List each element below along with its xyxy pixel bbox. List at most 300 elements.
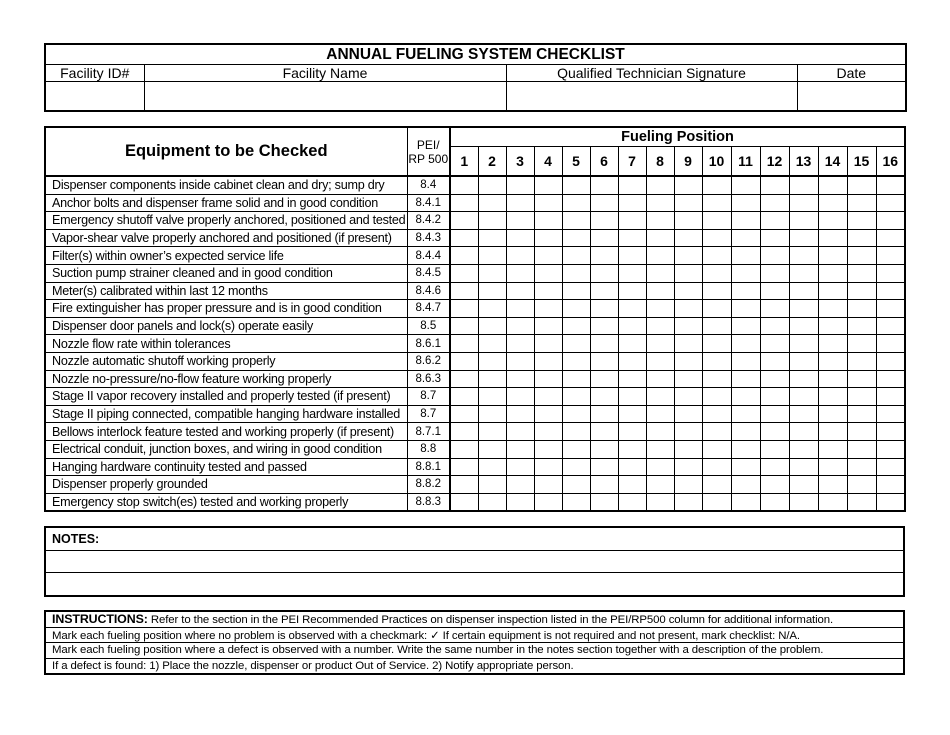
- check-cell-position-16[interactable]: [876, 458, 905, 476]
- check-cell-position-13[interactable]: [789, 229, 818, 247]
- check-cell-position-9[interactable]: [674, 388, 702, 406]
- check-cell-position-13[interactable]: [789, 282, 818, 300]
- check-cell-position-7[interactable]: [618, 176, 646, 194]
- check-cell-position-12[interactable]: [760, 300, 789, 318]
- check-cell-position-8[interactable]: [646, 352, 674, 370]
- check-cell-position-5[interactable]: [562, 458, 590, 476]
- check-cell-position-10[interactable]: [702, 352, 731, 370]
- check-cell-position-6[interactable]: [590, 493, 618, 511]
- check-cell-position-12[interactable]: [760, 352, 789, 370]
- check-cell-position-3[interactable]: [506, 300, 534, 318]
- check-cell-position-11[interactable]: [731, 458, 760, 476]
- check-cell-position-6[interactable]: [590, 388, 618, 406]
- check-cell-position-6[interactable]: [590, 300, 618, 318]
- check-cell-position-11[interactable]: [731, 247, 760, 265]
- check-cell-position-15[interactable]: [847, 282, 876, 300]
- check-cell-position-9[interactable]: [674, 317, 702, 335]
- check-cell-position-5[interactable]: [562, 440, 590, 458]
- check-cell-position-7[interactable]: [618, 370, 646, 388]
- check-cell-position-14[interactable]: [818, 247, 847, 265]
- check-cell-position-2[interactable]: [478, 317, 506, 335]
- check-cell-position-12[interactable]: [760, 247, 789, 265]
- check-cell-position-3[interactable]: [506, 194, 534, 212]
- check-cell-position-14[interactable]: [818, 458, 847, 476]
- check-cell-position-11[interactable]: [731, 282, 760, 300]
- check-cell-position-3[interactable]: [506, 405, 534, 423]
- check-cell-position-16[interactable]: [876, 476, 905, 494]
- check-cell-position-4[interactable]: [534, 212, 562, 230]
- check-cell-position-7[interactable]: [618, 493, 646, 511]
- check-cell-position-10[interactable]: [702, 440, 731, 458]
- check-cell-position-15[interactable]: [847, 370, 876, 388]
- check-cell-position-13[interactable]: [789, 212, 818, 230]
- check-cell-position-9[interactable]: [674, 264, 702, 282]
- check-cell-position-6[interactable]: [590, 247, 618, 265]
- check-cell-position-11[interactable]: [731, 176, 760, 194]
- check-cell-position-9[interactable]: [674, 458, 702, 476]
- check-cell-position-10[interactable]: [702, 370, 731, 388]
- check-cell-position-12[interactable]: [760, 176, 789, 194]
- check-cell-position-1[interactable]: [450, 388, 478, 406]
- check-cell-position-12[interactable]: [760, 458, 789, 476]
- check-cell-position-13[interactable]: [789, 458, 818, 476]
- check-cell-position-9[interactable]: [674, 194, 702, 212]
- check-cell-position-9[interactable]: [674, 370, 702, 388]
- check-cell-position-3[interactable]: [506, 247, 534, 265]
- check-cell-position-16[interactable]: [876, 176, 905, 194]
- check-cell-position-15[interactable]: [847, 423, 876, 441]
- check-cell-position-1[interactable]: [450, 370, 478, 388]
- check-cell-position-4[interactable]: [534, 300, 562, 318]
- check-cell-position-2[interactable]: [478, 194, 506, 212]
- check-cell-position-8[interactable]: [646, 300, 674, 318]
- facility-name-field[interactable]: [144, 82, 506, 112]
- check-cell-position-2[interactable]: [478, 176, 506, 194]
- check-cell-position-1[interactable]: [450, 405, 478, 423]
- check-cell-position-14[interactable]: [818, 317, 847, 335]
- check-cell-position-12[interactable]: [760, 405, 789, 423]
- check-cell-position-9[interactable]: [674, 247, 702, 265]
- check-cell-position-12[interactable]: [760, 440, 789, 458]
- check-cell-position-8[interactable]: [646, 423, 674, 441]
- check-cell-position-7[interactable]: [618, 458, 646, 476]
- check-cell-position-10[interactable]: [702, 176, 731, 194]
- check-cell-position-6[interactable]: [590, 229, 618, 247]
- check-cell-position-10[interactable]: [702, 300, 731, 318]
- check-cell-position-4[interactable]: [534, 335, 562, 353]
- check-cell-position-11[interactable]: [731, 493, 760, 511]
- check-cell-position-10[interactable]: [702, 476, 731, 494]
- check-cell-position-8[interactable]: [646, 194, 674, 212]
- check-cell-position-16[interactable]: [876, 264, 905, 282]
- check-cell-position-15[interactable]: [847, 212, 876, 230]
- check-cell-position-16[interactable]: [876, 229, 905, 247]
- check-cell-position-15[interactable]: [847, 176, 876, 194]
- check-cell-position-3[interactable]: [506, 264, 534, 282]
- date-field[interactable]: [797, 82, 906, 112]
- check-cell-position-15[interactable]: [847, 335, 876, 353]
- facility-id-field[interactable]: [45, 82, 144, 112]
- check-cell-position-15[interactable]: [847, 352, 876, 370]
- check-cell-position-8[interactable]: [646, 212, 674, 230]
- check-cell-position-16[interactable]: [876, 352, 905, 370]
- check-cell-position-11[interactable]: [731, 440, 760, 458]
- check-cell-position-7[interactable]: [618, 423, 646, 441]
- check-cell-position-2[interactable]: [478, 229, 506, 247]
- check-cell-position-1[interactable]: [450, 247, 478, 265]
- check-cell-position-3[interactable]: [506, 229, 534, 247]
- check-cell-position-2[interactable]: [478, 423, 506, 441]
- check-cell-position-9[interactable]: [674, 212, 702, 230]
- check-cell-position-14[interactable]: [818, 176, 847, 194]
- check-cell-position-5[interactable]: [562, 247, 590, 265]
- check-cell-position-1[interactable]: [450, 476, 478, 494]
- check-cell-position-13[interactable]: [789, 476, 818, 494]
- check-cell-position-10[interactable]: [702, 458, 731, 476]
- check-cell-position-13[interactable]: [789, 176, 818, 194]
- check-cell-position-1[interactable]: [450, 282, 478, 300]
- check-cell-position-14[interactable]: [818, 493, 847, 511]
- check-cell-position-14[interactable]: [818, 194, 847, 212]
- check-cell-position-1[interactable]: [450, 493, 478, 511]
- check-cell-position-16[interactable]: [876, 388, 905, 406]
- check-cell-position-3[interactable]: [506, 370, 534, 388]
- check-cell-position-8[interactable]: [646, 440, 674, 458]
- check-cell-position-9[interactable]: [674, 282, 702, 300]
- check-cell-position-7[interactable]: [618, 352, 646, 370]
- check-cell-position-11[interactable]: [731, 212, 760, 230]
- check-cell-position-12[interactable]: [760, 194, 789, 212]
- check-cell-position-2[interactable]: [478, 440, 506, 458]
- check-cell-position-2[interactable]: [478, 476, 506, 494]
- check-cell-position-8[interactable]: [646, 335, 674, 353]
- check-cell-position-11[interactable]: [731, 423, 760, 441]
- check-cell-position-5[interactable]: [562, 476, 590, 494]
- check-cell-position-6[interactable]: [590, 458, 618, 476]
- check-cell-position-4[interactable]: [534, 247, 562, 265]
- check-cell-position-14[interactable]: [818, 440, 847, 458]
- check-cell-position-15[interactable]: [847, 229, 876, 247]
- check-cell-position-7[interactable]: [618, 388, 646, 406]
- check-cell-position-13[interactable]: [789, 317, 818, 335]
- check-cell-position-7[interactable]: [618, 282, 646, 300]
- check-cell-position-5[interactable]: [562, 229, 590, 247]
- check-cell-position-6[interactable]: [590, 264, 618, 282]
- check-cell-position-5[interactable]: [562, 352, 590, 370]
- check-cell-position-6[interactable]: [590, 370, 618, 388]
- check-cell-position-12[interactable]: [760, 212, 789, 230]
- check-cell-position-7[interactable]: [618, 229, 646, 247]
- check-cell-position-12[interactable]: [760, 388, 789, 406]
- check-cell-position-12[interactable]: [760, 493, 789, 511]
- check-cell-position-3[interactable]: [506, 423, 534, 441]
- check-cell-position-1[interactable]: [450, 264, 478, 282]
- check-cell-position-6[interactable]: [590, 423, 618, 441]
- check-cell-position-9[interactable]: [674, 440, 702, 458]
- check-cell-position-1[interactable]: [450, 212, 478, 230]
- check-cell-position-3[interactable]: [506, 458, 534, 476]
- check-cell-position-13[interactable]: [789, 440, 818, 458]
- check-cell-position-1[interactable]: [450, 194, 478, 212]
- check-cell-position-1[interactable]: [450, 352, 478, 370]
- check-cell-position-12[interactable]: [760, 423, 789, 441]
- check-cell-position-4[interactable]: [534, 476, 562, 494]
- check-cell-position-16[interactable]: [876, 370, 905, 388]
- check-cell-position-16[interactable]: [876, 317, 905, 335]
- check-cell-position-12[interactable]: [760, 335, 789, 353]
- check-cell-position-14[interactable]: [818, 388, 847, 406]
- check-cell-position-5[interactable]: [562, 176, 590, 194]
- check-cell-position-14[interactable]: [818, 300, 847, 318]
- check-cell-position-6[interactable]: [590, 476, 618, 494]
- check-cell-position-13[interactable]: [789, 370, 818, 388]
- check-cell-position-15[interactable]: [847, 264, 876, 282]
- check-cell-position-8[interactable]: [646, 282, 674, 300]
- check-cell-position-6[interactable]: [590, 194, 618, 212]
- check-cell-position-3[interactable]: [506, 388, 534, 406]
- check-cell-position-4[interactable]: [534, 493, 562, 511]
- check-cell-position-16[interactable]: [876, 335, 905, 353]
- check-cell-position-10[interactable]: [702, 247, 731, 265]
- check-cell-position-2[interactable]: [478, 300, 506, 318]
- check-cell-position-2[interactable]: [478, 388, 506, 406]
- check-cell-position-7[interactable]: [618, 212, 646, 230]
- check-cell-position-4[interactable]: [534, 264, 562, 282]
- check-cell-position-1[interactable]: [450, 423, 478, 441]
- check-cell-position-6[interactable]: [590, 440, 618, 458]
- check-cell-position-11[interactable]: [731, 370, 760, 388]
- check-cell-position-5[interactable]: [562, 317, 590, 335]
- check-cell-position-6[interactable]: [590, 282, 618, 300]
- check-cell-position-15[interactable]: [847, 476, 876, 494]
- check-cell-position-13[interactable]: [789, 352, 818, 370]
- check-cell-position-1[interactable]: [450, 176, 478, 194]
- check-cell-position-5[interactable]: [562, 388, 590, 406]
- check-cell-position-5[interactable]: [562, 282, 590, 300]
- check-cell-position-3[interactable]: [506, 476, 534, 494]
- check-cell-position-6[interactable]: [590, 352, 618, 370]
- check-cell-position-15[interactable]: [847, 247, 876, 265]
- check-cell-position-10[interactable]: [702, 335, 731, 353]
- check-cell-position-12[interactable]: [760, 229, 789, 247]
- check-cell-position-1[interactable]: [450, 300, 478, 318]
- check-cell-position-15[interactable]: [847, 440, 876, 458]
- check-cell-position-16[interactable]: [876, 440, 905, 458]
- check-cell-position-7[interactable]: [618, 194, 646, 212]
- check-cell-position-11[interactable]: [731, 300, 760, 318]
- check-cell-position-5[interactable]: [562, 264, 590, 282]
- check-cell-position-3[interactable]: [506, 282, 534, 300]
- check-cell-position-4[interactable]: [534, 440, 562, 458]
- check-cell-position-2[interactable]: [478, 282, 506, 300]
- check-cell-position-12[interactable]: [760, 282, 789, 300]
- check-cell-position-4[interactable]: [534, 405, 562, 423]
- check-cell-position-7[interactable]: [618, 300, 646, 318]
- check-cell-position-2[interactable]: [478, 247, 506, 265]
- check-cell-position-7[interactable]: [618, 476, 646, 494]
- check-cell-position-1[interactable]: [450, 440, 478, 458]
- check-cell-position-14[interactable]: [818, 212, 847, 230]
- notes-line[interactable]: [45, 550, 904, 573]
- check-cell-position-12[interactable]: [760, 370, 789, 388]
- check-cell-position-8[interactable]: [646, 229, 674, 247]
- check-cell-position-15[interactable]: [847, 300, 876, 318]
- check-cell-position-8[interactable]: [646, 405, 674, 423]
- check-cell-position-2[interactable]: [478, 352, 506, 370]
- check-cell-position-4[interactable]: [534, 282, 562, 300]
- check-cell-position-11[interactable]: [731, 194, 760, 212]
- check-cell-position-9[interactable]: [674, 493, 702, 511]
- check-cell-position-16[interactable]: [876, 423, 905, 441]
- check-cell-position-16[interactable]: [876, 194, 905, 212]
- notes-line[interactable]: [45, 573, 904, 596]
- check-cell-position-8[interactable]: [646, 370, 674, 388]
- check-cell-position-13[interactable]: [789, 335, 818, 353]
- check-cell-position-13[interactable]: [789, 247, 818, 265]
- check-cell-position-7[interactable]: [618, 317, 646, 335]
- check-cell-position-10[interactable]: [702, 405, 731, 423]
- check-cell-position-11[interactable]: [731, 405, 760, 423]
- check-cell-position-4[interactable]: [534, 370, 562, 388]
- check-cell-position-15[interactable]: [847, 458, 876, 476]
- check-cell-position-14[interactable]: [818, 476, 847, 494]
- check-cell-position-1[interactable]: [450, 458, 478, 476]
- check-cell-position-4[interactable]: [534, 194, 562, 212]
- check-cell-position-8[interactable]: [646, 493, 674, 511]
- check-cell-position-2[interactable]: [478, 405, 506, 423]
- check-cell-position-1[interactable]: [450, 229, 478, 247]
- check-cell-position-7[interactable]: [618, 335, 646, 353]
- check-cell-position-15[interactable]: [847, 405, 876, 423]
- check-cell-position-12[interactable]: [760, 476, 789, 494]
- check-cell-position-5[interactable]: [562, 212, 590, 230]
- check-cell-position-13[interactable]: [789, 264, 818, 282]
- check-cell-position-2[interactable]: [478, 335, 506, 353]
- check-cell-position-10[interactable]: [702, 317, 731, 335]
- check-cell-position-3[interactable]: [506, 493, 534, 511]
- check-cell-position-3[interactable]: [506, 335, 534, 353]
- check-cell-position-13[interactable]: [789, 388, 818, 406]
- check-cell-position-11[interactable]: [731, 476, 760, 494]
- check-cell-position-10[interactable]: [702, 264, 731, 282]
- check-cell-position-13[interactable]: [789, 493, 818, 511]
- check-cell-position-4[interactable]: [534, 352, 562, 370]
- check-cell-position-7[interactable]: [618, 264, 646, 282]
- check-cell-position-2[interactable]: [478, 458, 506, 476]
- check-cell-position-8[interactable]: [646, 476, 674, 494]
- check-cell-position-3[interactable]: [506, 352, 534, 370]
- check-cell-position-8[interactable]: [646, 247, 674, 265]
- check-cell-position-5[interactable]: [562, 335, 590, 353]
- check-cell-position-11[interactable]: [731, 335, 760, 353]
- check-cell-position-16[interactable]: [876, 282, 905, 300]
- check-cell-position-3[interactable]: [506, 317, 534, 335]
- check-cell-position-1[interactable]: [450, 317, 478, 335]
- check-cell-position-8[interactable]: [646, 264, 674, 282]
- check-cell-position-8[interactable]: [646, 388, 674, 406]
- check-cell-position-1[interactable]: [450, 335, 478, 353]
- check-cell-position-6[interactable]: [590, 212, 618, 230]
- check-cell-position-10[interactable]: [702, 388, 731, 406]
- check-cell-position-12[interactable]: [760, 264, 789, 282]
- check-cell-position-13[interactable]: [789, 194, 818, 212]
- check-cell-position-8[interactable]: [646, 458, 674, 476]
- check-cell-position-5[interactable]: [562, 493, 590, 511]
- check-cell-position-16[interactable]: [876, 493, 905, 511]
- check-cell-position-15[interactable]: [847, 317, 876, 335]
- check-cell-position-14[interactable]: [818, 335, 847, 353]
- check-cell-position-8[interactable]: [646, 176, 674, 194]
- check-cell-position-14[interactable]: [818, 405, 847, 423]
- check-cell-position-10[interactable]: [702, 212, 731, 230]
- check-cell-position-7[interactable]: [618, 440, 646, 458]
- check-cell-position-14[interactable]: [818, 229, 847, 247]
- check-cell-position-10[interactable]: [702, 229, 731, 247]
- check-cell-position-13[interactable]: [789, 405, 818, 423]
- check-cell-position-2[interactable]: [478, 370, 506, 388]
- check-cell-position-9[interactable]: [674, 176, 702, 194]
- check-cell-position-15[interactable]: [847, 388, 876, 406]
- check-cell-position-7[interactable]: [618, 247, 646, 265]
- check-cell-position-4[interactable]: [534, 176, 562, 194]
- check-cell-position-16[interactable]: [876, 212, 905, 230]
- check-cell-position-9[interactable]: [674, 476, 702, 494]
- check-cell-position-2[interactable]: [478, 264, 506, 282]
- check-cell-position-6[interactable]: [590, 176, 618, 194]
- check-cell-position-4[interactable]: [534, 388, 562, 406]
- check-cell-position-16[interactable]: [876, 247, 905, 265]
- check-cell-position-14[interactable]: [818, 282, 847, 300]
- check-cell-position-4[interactable]: [534, 423, 562, 441]
- check-cell-position-9[interactable]: [674, 300, 702, 318]
- check-cell-position-14[interactable]: [818, 352, 847, 370]
- check-cell-position-14[interactable]: [818, 423, 847, 441]
- check-cell-position-6[interactable]: [590, 317, 618, 335]
- check-cell-position-2[interactable]: [478, 493, 506, 511]
- check-cell-position-10[interactable]: [702, 194, 731, 212]
- check-cell-position-3[interactable]: [506, 212, 534, 230]
- check-cell-position-6[interactable]: [590, 335, 618, 353]
- check-cell-position-16[interactable]: [876, 300, 905, 318]
- check-cell-position-11[interactable]: [731, 229, 760, 247]
- check-cell-position-9[interactable]: [674, 335, 702, 353]
- check-cell-position-9[interactable]: [674, 405, 702, 423]
- check-cell-position-11[interactable]: [731, 264, 760, 282]
- check-cell-position-12[interactable]: [760, 317, 789, 335]
- check-cell-position-9[interactable]: [674, 423, 702, 441]
- check-cell-position-11[interactable]: [731, 352, 760, 370]
- check-cell-position-14[interactable]: [818, 370, 847, 388]
- check-cell-position-11[interactable]: [731, 317, 760, 335]
- check-cell-position-10[interactable]: [702, 493, 731, 511]
- check-cell-position-13[interactable]: [789, 300, 818, 318]
- check-cell-position-7[interactable]: [618, 405, 646, 423]
- check-cell-position-15[interactable]: [847, 493, 876, 511]
- check-cell-position-4[interactable]: [534, 229, 562, 247]
- check-cell-position-10[interactable]: [702, 282, 731, 300]
- check-cell-position-15[interactable]: [847, 194, 876, 212]
- check-cell-position-9[interactable]: [674, 352, 702, 370]
- check-cell-position-8[interactable]: [646, 317, 674, 335]
- check-cell-position-16[interactable]: [876, 405, 905, 423]
- check-cell-position-5[interactable]: [562, 405, 590, 423]
- check-cell-position-13[interactable]: [789, 423, 818, 441]
- check-cell-position-4[interactable]: [534, 458, 562, 476]
- technician-signature-field[interactable]: [506, 82, 797, 112]
- check-cell-position-11[interactable]: [731, 388, 760, 406]
- check-cell-position-5[interactable]: [562, 370, 590, 388]
- check-cell-position-5[interactable]: [562, 194, 590, 212]
